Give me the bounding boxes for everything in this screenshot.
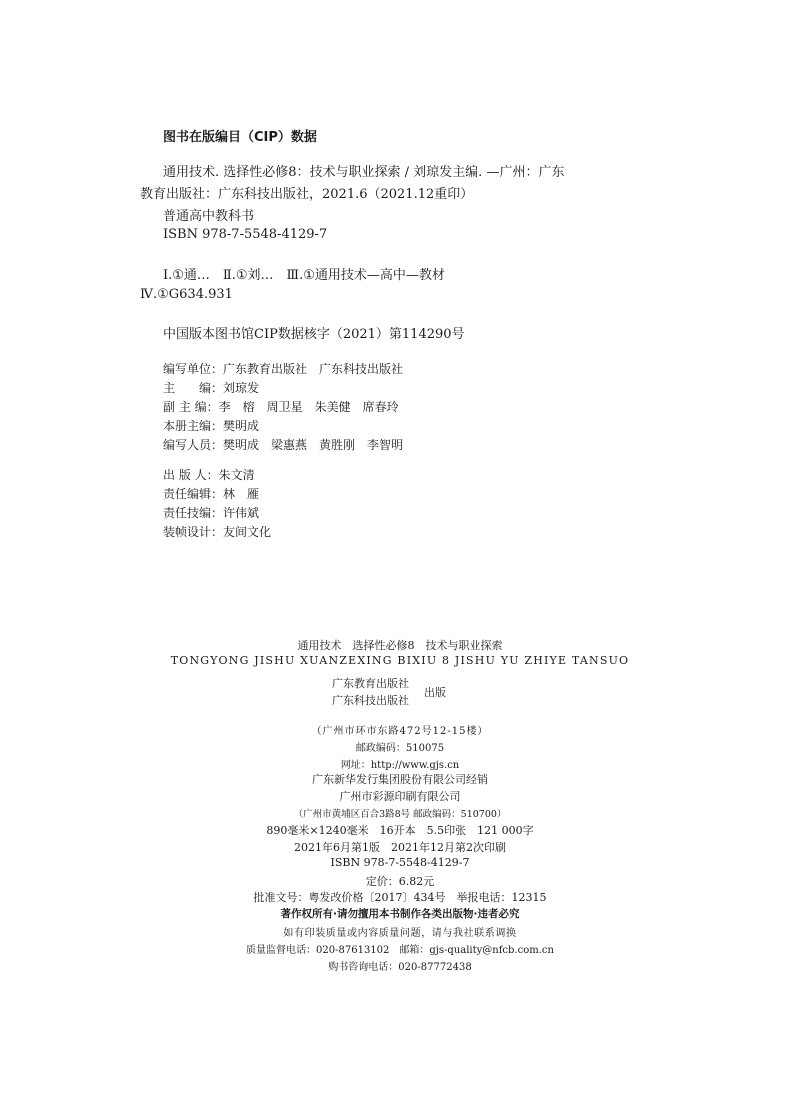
cip-isbn: ISBN 978-7-5548-4129-7 (163, 227, 328, 242)
publishing-line: 出 版 人：朱文清 (163, 468, 255, 482)
edition-info: 2021年6月第1版 2021年12月第2次印刷 (294, 841, 506, 854)
cip-classification-2: Ⅳ.①G634.931 (140, 287, 233, 302)
quality-note: 如有印装质量或内容质量问题，请与我社联系调换 (283, 928, 517, 939)
colophon-title: 通用技术 选择性必修8 技术与职业探索 (297, 639, 503, 652)
publish-label: 出版 (424, 686, 446, 699)
publisher-postcode: 邮政编码：510075 (355, 743, 445, 754)
distributor: 广东新华发行集团股份有限公司经销 (312, 773, 488, 786)
printer: 广州市彩源印刷有限公司 (339, 790, 461, 803)
quality-phone: 质量监督电话：020-87613102 邮箱：gjs-quality@nfcb.com.cn (246, 945, 554, 956)
publishing-line: 责任编辑：林 雁 (163, 487, 260, 501)
publishing-line: 装帧设计：友间文化 (163, 525, 272, 539)
staff-line: 本册主编：樊明成 (163, 419, 260, 433)
staff-line: 编写单位：广东教育出版社 广东科技出版社 (163, 362, 404, 376)
cip-line-3: 普通高中教科书 (163, 209, 255, 224)
purchase-phone: 购书咨询电话：020-87772438 (328, 962, 472, 973)
publisher-name: 广东科技出版社 (332, 694, 409, 707)
publisher-website: 网址：http://www.gjs.cn (340, 760, 460, 771)
publishing-line: 责任技编：许伟斌 (163, 506, 260, 520)
approval-number: 批准文号：粤发改价格〔2017〕434号 举报电话：12315 (253, 891, 547, 904)
staff-line: 编写人员：樊明成 梁惠燕 黄胜刚 李智明 (163, 438, 404, 452)
colophon-title-pinyin: TONGYONG JISHU XUANZEXING BIXIU 8 JISHU YU ZHIYE TANSUO (170, 654, 630, 667)
cip-line-1: 通用技术. 选择性必修8：技术与职业探索 / 刘琼发主编. —广州：广东 (163, 165, 565, 180)
book-specs: 890毫米×1240毫米 16开本 5.5印张 121 000字 (266, 824, 534, 837)
cip-heading: 图书在版编目（CIP）数据 (163, 130, 317, 145)
copyright-notice: 著作权所有·请勿擅用本书制作各类出版物·违者必究 (280, 908, 520, 920)
publisher-name: 广东教育出版社 (332, 677, 409, 690)
cip-classification-1: Ⅰ.①通… Ⅱ.①刘… Ⅲ.①通用技术—高中—教材 (163, 268, 445, 283)
publisher-address: （广州市环市东路472号12-15楼） (311, 726, 489, 737)
printer-address: （广州市黄埔区百合3路8号 邮政编码：510700） (293, 809, 507, 820)
cip-verify-number: 中国版本图书馆CIP数据核字（2021）第114290号 (163, 327, 465, 342)
staff-line: 副 主 编：李 榕 周卫星 朱美健 席春玲 (163, 400, 399, 414)
price: 定价：6.82元 (365, 875, 435, 888)
cip-line-2: 教育出版社：广东科技出版社，2021.6（2021.12重印） (140, 187, 474, 202)
staff-line: 主 编：刘琼发 (163, 381, 260, 395)
colophon-publishers (0, 675, 800, 709)
colophon-isbn: ISBN 978-7-5548-4129-7 (330, 856, 470, 869)
